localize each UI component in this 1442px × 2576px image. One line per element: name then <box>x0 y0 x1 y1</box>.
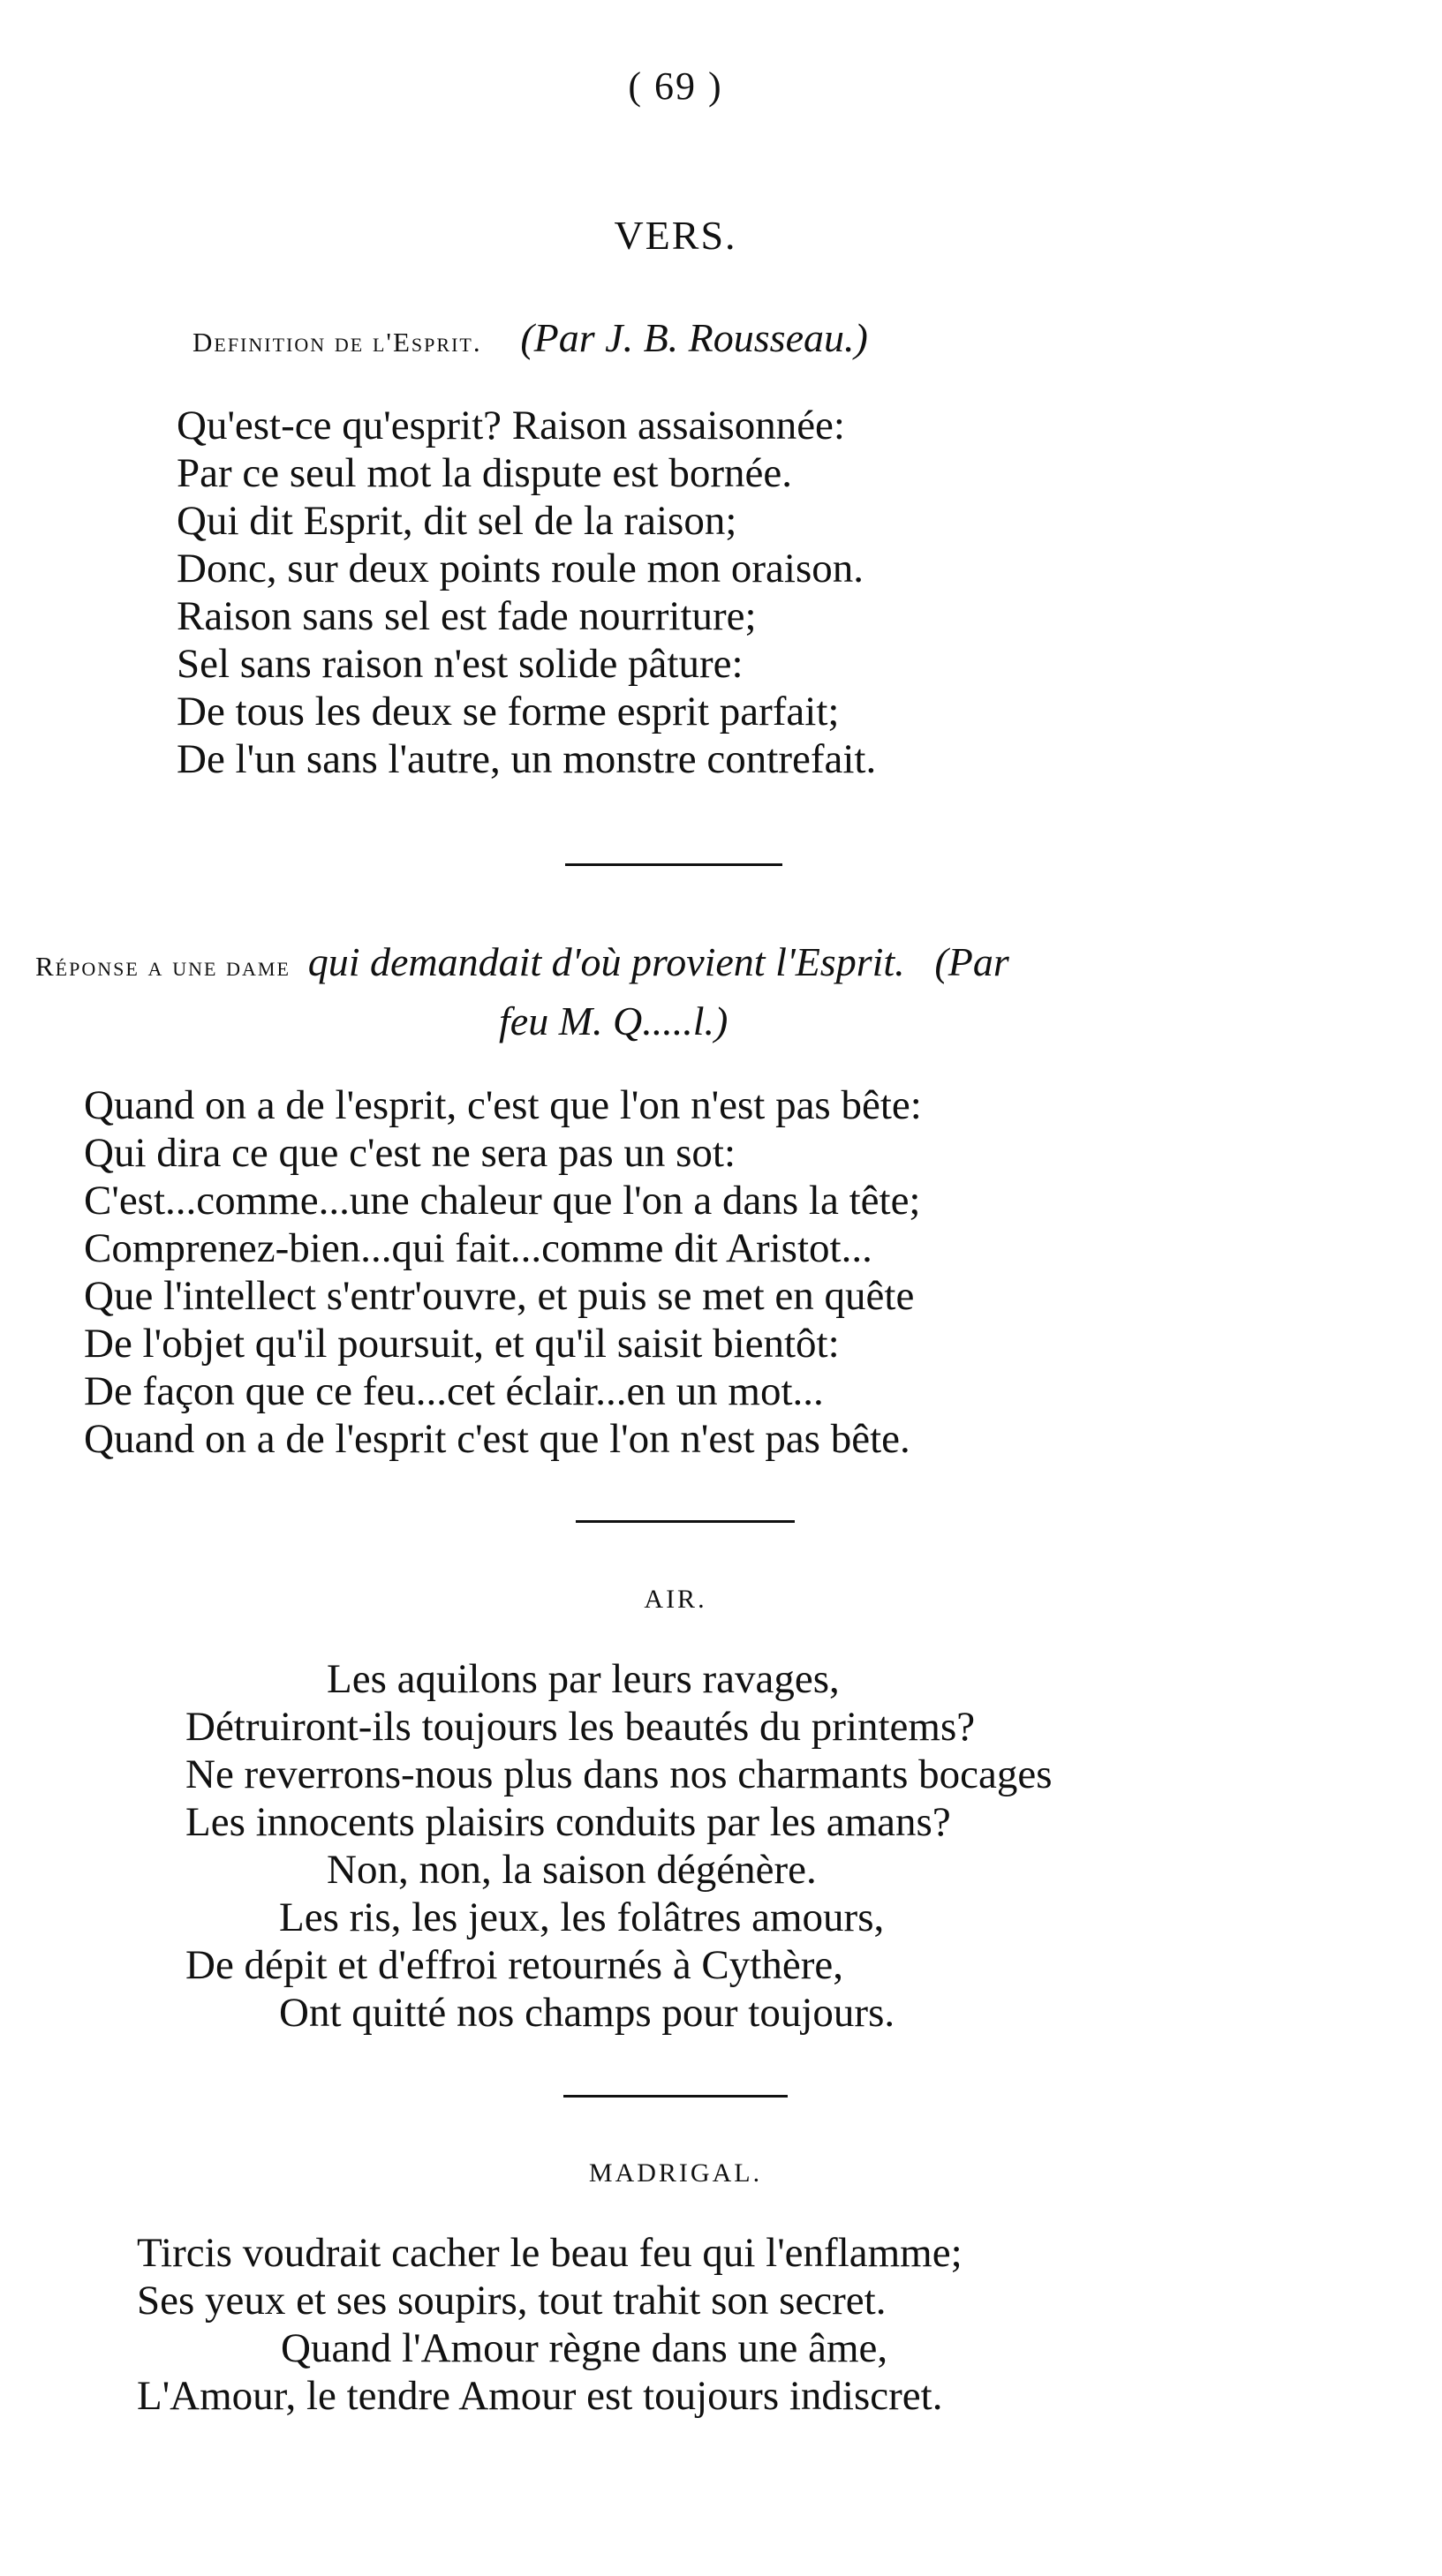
verse-line: De dépit et d'effroi retournés à Cythère, <box>185 1942 843 1988</box>
verse-line: Ont quitté nos champs pour toujours. <box>279 1990 895 2036</box>
verse-line: Détruiront-ils toujours les beautés du printems? <box>185 1704 976 1750</box>
verse-line: De façon que ce feu...cet éclair...en un mot... <box>84 1368 824 1414</box>
verse-line: De l'objet qu'il poursuit, et qu'il saisit bientôt: <box>84 1321 840 1367</box>
poem2-heading-cont <box>499 998 728 1044</box>
verse-line: Les ris, les jeux, les folâtres amours, <box>279 1894 885 1940</box>
verse-line: Ne reverrons-nous plus dans nos charmants bocages <box>185 1751 1053 1797</box>
poem2-byline-end: feu M. Q.....l.) <box>499 998 729 1043</box>
poem1-heading <box>193 314 868 361</box>
verse-line: Qui dira ce que c'est ne sera pas un sot: <box>84 1130 736 1176</box>
verse-line: Sel sans raison n'est solide pâture: <box>177 641 744 687</box>
verse-line: Quand on a de l'esprit, c'est que l'on n'est pas bête: <box>84 1082 922 1128</box>
poem3-verses <box>0 1655 1351 2037</box>
verse-line: De l'un sans l'autre, un monstre contrefait. <box>177 736 877 782</box>
verse-line: Ses yeux et ses soupirs, tout trahit son secret. <box>137 2278 887 2324</box>
poem2-heading <box>35 938 1009 985</box>
verse-line: Quand on a de l'esprit c'est que l'on n'est pas bête. <box>84 1416 910 1462</box>
verse-line: Comprenez-bien...qui fait...comme dit Aristot... <box>84 1225 872 1271</box>
verse-line: Donc, sur deux points roule mon oraison. <box>177 546 864 591</box>
verse-line: Par ce seul mot la dispute est bornée. <box>177 450 792 496</box>
verse-line: De tous les deux se forme esprit parfait; <box>177 689 840 734</box>
verse-line: Qu'est-ce qu'esprit? Raison assaisonnée: <box>177 403 845 448</box>
verse-line: Quand l'Amour règne dans une âme, <box>281 2325 888 2371</box>
poem1-byline: (Par J. B. Rousseau.) <box>520 315 868 360</box>
verse-line: Tircis voudrait cacher le beau feu qui l'enflamme; <box>137 2230 963 2276</box>
verse-line: Les innocents plaisirs conduits par les amans? <box>185 1799 951 1845</box>
poem1-verses <box>177 402 876 783</box>
verse-line: Qui dit Esprit, dit sel de la raison; <box>177 498 737 544</box>
poem4-verses <box>0 2229 1351 2420</box>
verse-line: C'est...comme...une chaleur que l'on a dans la tête; <box>84 1178 921 1224</box>
verse-line: Que l'intellect s'entr'ouvre, et puis se met en quête <box>84 1273 915 1319</box>
poem3-title: AIR. <box>644 1585 707 1614</box>
section-divider <box>563 2095 788 2098</box>
poem1-title: Definition de l'Esprit. <box>193 327 482 358</box>
section-divider <box>565 863 782 866</box>
page-number: ( 69 ) <box>628 64 723 108</box>
poem2-title-italic: qui demandait d'où provient l'Esprit. <box>307 939 905 984</box>
poem2-title-lead: Réponse a une dame <box>35 951 291 982</box>
verse-line: Raison sans sel est fade nourriture; <box>177 593 757 639</box>
poem4-title: MADRIGAL. <box>588 2158 763 2188</box>
section-divider <box>576 1520 795 1523</box>
verse-line: Non, non, la saison dégénère. <box>327 1847 817 1893</box>
verse-line: Les aquilons par leurs ravages, <box>327 1656 840 1702</box>
poem2-verses <box>84 1081 922 1463</box>
section-title: VERS. <box>614 213 737 258</box>
verse-line: L'Amour, le tendre Amour est toujours indiscret. <box>137 2373 943 2419</box>
poem2-byline-start: (Par <box>934 939 1009 984</box>
